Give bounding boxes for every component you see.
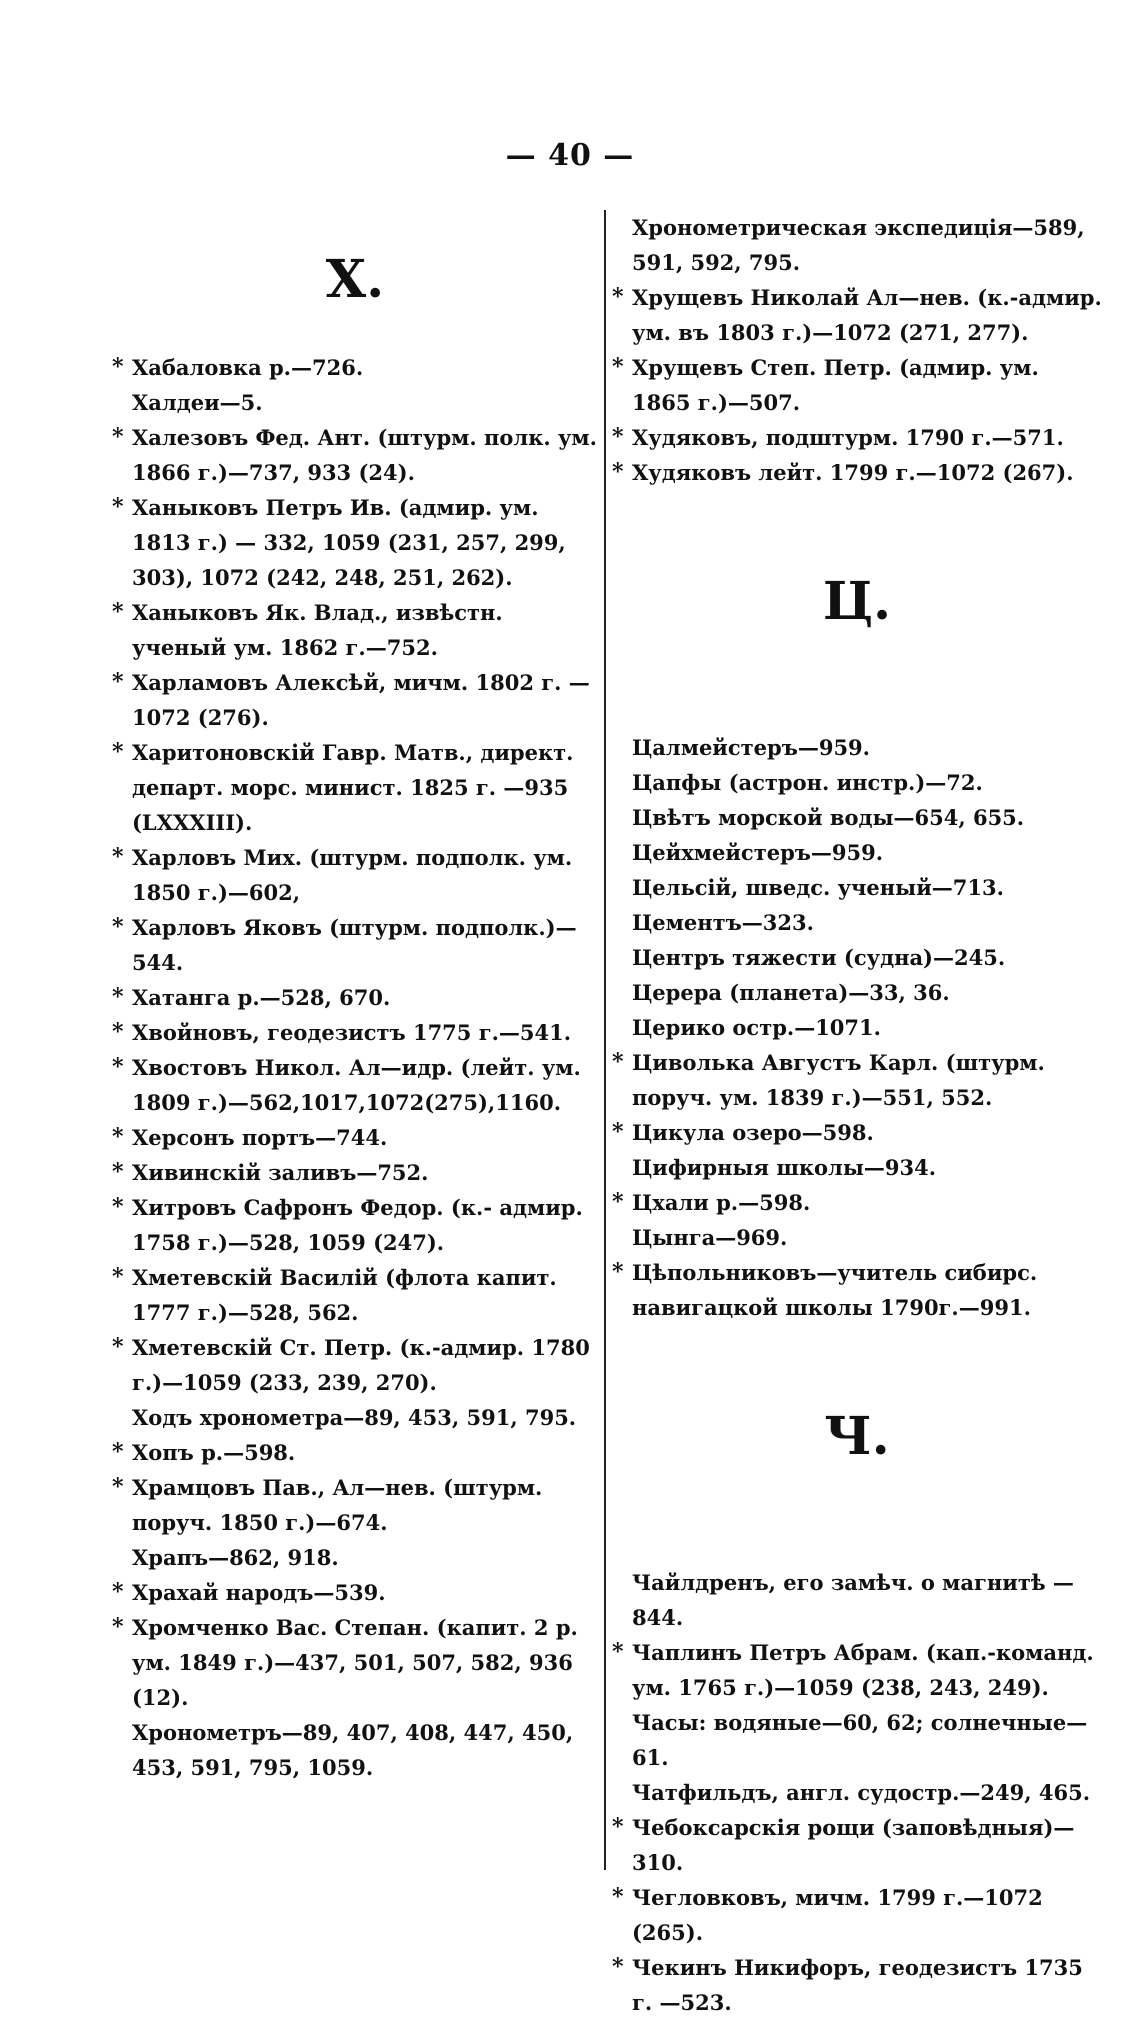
index-entry: Церико остр.—1071. [632,1015,881,1040]
index-entry: * Халезовъ Фед. Ант. (штурм. полк. ум. 1866 г.)—737, 933 (24). [112,420,598,490]
index-entry: * Ханыковъ Петръ Ив. (адмир. ум. 1813 г.) — 332, 1059 (231, 257, 299, 303), 1072 (242, 248, 251, 262). [112,490,598,595]
index-entry: Церера (планета)—33, 36. [632,980,950,1005]
index-entry: Цифирныя школы—934. [632,1155,937,1180]
index-entry: * Хитровъ Сафронъ Федор. (к.- адмир. 1758 г.)—528, 1059 (247). [112,1190,598,1260]
index-entry: * Хабаловка р.—726. [112,350,598,385]
index-entry: * Хатанга р.—528, 670. [112,980,598,1015]
index-entry: Храпъ—862, 918. [132,1545,339,1570]
index-entry: * Хметевскій Василій (флота капит. 1777 г.)—528, 562. [112,1260,598,1330]
index-entry: * Цѣпольниковъ—учитель сибирс. навигацкой школы 1790г.—991. [612,1255,1102,1325]
section-heading-ch: Ч. [824,1406,890,1467]
index-entry: Часы: водяные—60, 62; солнечные—61. [632,1710,1088,1770]
left-entry-list [112,350,598,1785]
index-entry: * Хвостовъ Никол. Ал—идр. (лейт. ум. 1809 г.)—562,1017,1072(275),1160. [112,1050,598,1120]
index-entry: Халдеи—5. [132,390,263,415]
index-entry: * Цхали р.—598. [612,1185,1102,1220]
index-entry: * Чегловковъ, мичм. 1799 г.—1072 (265). [612,1880,1102,1950]
ts-entry-list [612,730,1102,1325]
index-entry: Чайлдренъ, его замѣч. о магнитѣ —844. [632,1570,1074,1630]
index-entry: * Хрущевъ Степ. Петр. (адмир. ум. 1865 г.)—507. [612,350,1102,420]
section-heading-ts: Ц. [822,571,892,632]
index-entry: * Харитоновскій Гавр. Матв., директ. департ. морс. минист. 1825 г. —935 (LXXXIII). [112,735,598,840]
right-entry-list-top [612,210,1102,490]
index-entry: * Хвойновъ, геодезистъ 1775 г.—541. [112,1015,598,1050]
index-entry: Цейхмейстеръ—959. [632,840,884,865]
index-entry: Центръ тяжести (судна)—245. [632,945,1006,970]
index-entry: Хронометрическая экспедиція—589, 591, 592, 795. [632,215,1085,275]
index-entry: Цалмейстеръ—959. [632,735,870,760]
index-entry: * Харламовъ Алексѣй, мичм. 1802 г. —1072 (276). [112,665,598,735]
index-entry: * Цикула озеро—598. [612,1115,1102,1150]
index-entry: Цапфы (астрон. инстр.)—72. [632,770,983,795]
index-entry: Чатфильдъ, англ. судостр.—249, 465. [632,1780,1091,1805]
index-entry: * Хметевскій Ст. Петр. (к.-адмир. 1780 г.)—1059 (233, 239, 270). [112,1330,598,1400]
index-entry: * Худяковъ лейт. 1799 г.—1072 (267). [612,455,1102,490]
index-entry: * Харловъ Яковъ (штурм. подполк.)— 544. [112,910,598,980]
index-entry: * Чекинъ Никифоръ, геодезистъ 1735 г. —523. [612,1950,1102,2020]
section-heading-kh: Х. [325,249,385,310]
index-entry: * Чаплинъ Петръ Абрам. (кап.-команд. ум. 1765 г.)—1059 (238, 243, 249). [612,1635,1102,1705]
column-divider [604,210,606,1870]
index-entry: * Харловъ Мих. (штурм. подполк. ум. 1850 г.)—602, [112,840,598,910]
index-entry: * Ханыковъ Як. Влад., извѣстн. ученый ум. 1862 г.—752. [112,595,598,665]
right-column [612,210,1102,2020]
index-entry: * Храмцовъ Пав., Ал—нев. (штурм. поруч. 1850 г.)—674. [112,1470,598,1540]
index-entry: * Храхай народъ—539. [112,1575,598,1610]
index-entry: Хронометръ—89, 407, 408, 447, 450, 453, 591, 795, 1059. [132,1720,574,1780]
index-entry: * Худяковъ, подштурм. 1790 г.—571. [612,420,1102,455]
index-entry: * Хромченко Вас. Степан. (капит. 2 р. ум. 1849 г.)—437, 501, 507, 582, 936 (12). [112,1610,598,1715]
index-entry: * Хрущевъ Николай Ал—нев. (к.-адмир. ум. въ 1803 г.)—1072 (271, 277). [612,280,1102,350]
index-entry: * Циволька Августъ Карл. (штурм. поруч. ум. 1839 г.)—551, 552. [612,1045,1102,1115]
left-column [112,210,598,1785]
index-entry: * Херсонъ портъ—744. [112,1120,598,1155]
page-number: — 40 — [505,138,635,173]
index-entry: * Хивинскій заливъ—752. [112,1155,598,1190]
index-entry: Цементъ—323. [632,910,814,935]
index-entry: Цельсій, шведс. ученый—713. [632,875,1004,900]
index-entry: * Чебоксарскія рощи (заповѣдныя)—310. [612,1810,1102,1880]
index-entry: Цвѣтъ морской воды—654, 655. [632,805,1025,830]
index-entry: Ходъ хронометра—89, 453, 591, 795. [132,1405,577,1430]
ch-entry-list [612,1565,1102,2020]
index-entry: Цынга—969. [632,1225,788,1250]
index-entry: * Хопъ р.—598. [112,1435,598,1470]
